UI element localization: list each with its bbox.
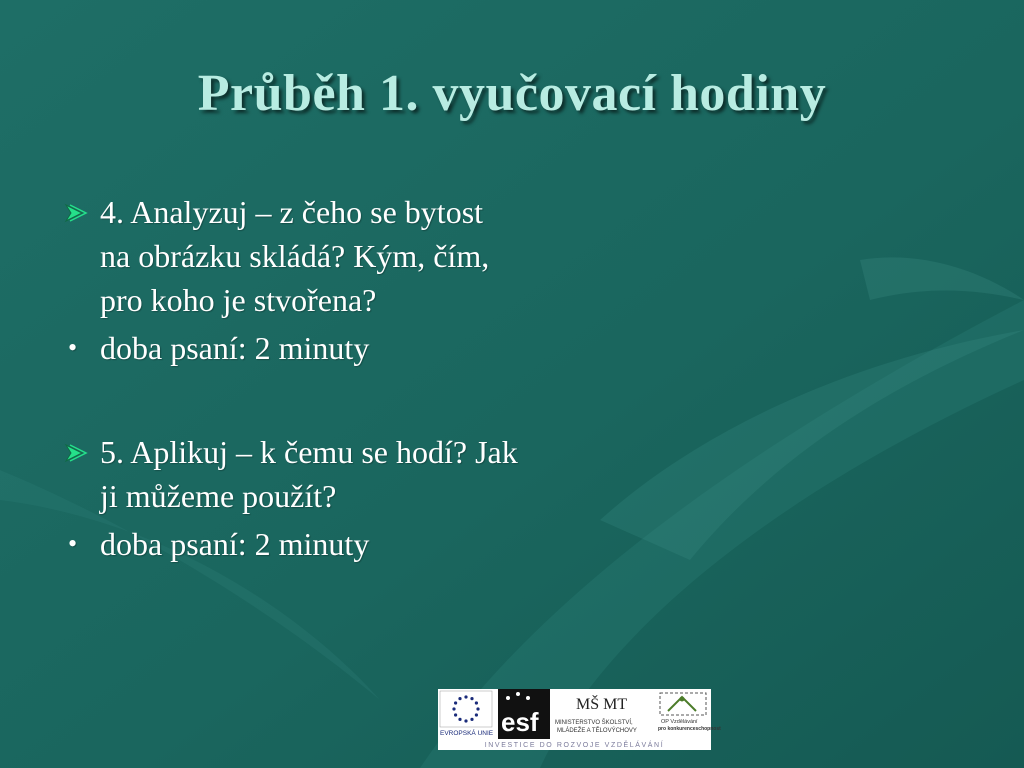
list-item-line: 5. Aplikuj – k čemu se hodí? Jak	[100, 434, 518, 470]
msmt-label-1: MINISTERSTVO ŠKOLSTVÍ,	[555, 720, 633, 726]
dot-bullet-icon: •	[68, 529, 78, 558]
op-label-2: pro konkurenceschopnost	[658, 726, 721, 732]
list-item-line: doba psaní: 2 minuty	[100, 330, 370, 366]
op-label-1: OP Vzdělávání	[661, 719, 698, 725]
esf-label: esf	[501, 707, 539, 737]
msmt-logo-icon	[555, 694, 637, 734]
list-item	[64, 326, 664, 370]
arrow-bullet-icon	[64, 190, 94, 234]
list-item-line: pro koho je stvořena?	[100, 282, 377, 318]
list-item	[64, 430, 664, 518]
esf-logo-icon	[498, 689, 550, 739]
eu-funding-logos	[438, 689, 721, 750]
list-item-line: na obrázku skládá? Kým, čím,	[100, 238, 490, 274]
msmt-mark: MŠ MT	[576, 696, 628, 713]
funding-tagline: INVESTICE DO ROZVOJE VZDĚLÁVÁNÍ	[484, 742, 665, 749]
list-item	[64, 190, 664, 322]
eu-flag-icon	[440, 691, 492, 727]
arrow-bullet-icon	[64, 430, 94, 474]
msmt-label-2: MLÁDEŽE A TĚLOVÝCHOVY	[557, 728, 637, 734]
list-item-line: 4. Analyzuj – z čeho se bytost	[100, 194, 484, 230]
list-item	[64, 522, 664, 566]
dot-bullet-icon: •	[68, 333, 78, 362]
slide-title: Průběh 1. vyučovací hodiny	[197, 65, 827, 122]
eu-label: EVROPSKÁ UNIE	[440, 730, 494, 737]
slide-content	[64, 190, 664, 566]
list-item-line: doba psaní: 2 minuty	[100, 526, 370, 562]
list-item-line: ji můžeme použít?	[100, 478, 337, 514]
